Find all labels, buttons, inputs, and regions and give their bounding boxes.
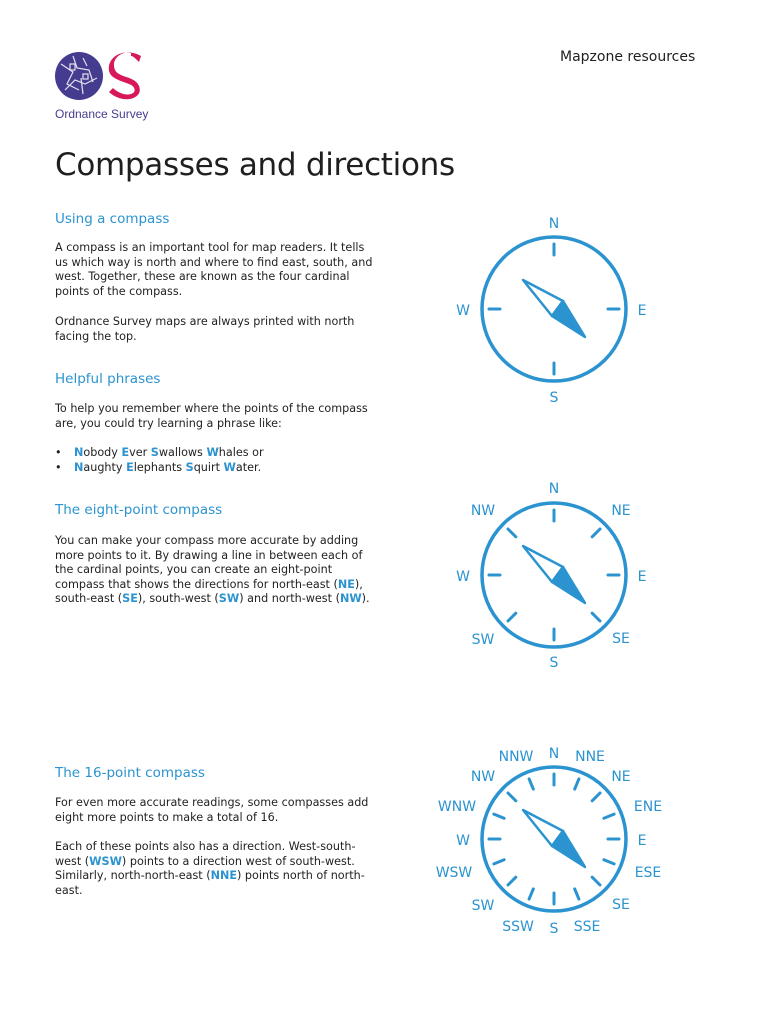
phrase-item [55,461,377,476]
compass-tick [604,860,614,864]
compass-tick [508,613,516,621]
using-paragraph-2: Ordnance Survey maps are always printed with north facing the top. [55,315,355,343]
four-point-compass-diagram [420,200,690,420]
label-w: W [456,833,470,849]
eight-point-compass-diagram [420,470,690,680]
label-n: N [548,746,560,762]
label-sw: SW [471,632,495,648]
sixteen-paragraph-1: For even more accurate readings, some compasses add eight more points to make a total of 16. [55,796,369,824]
label-w: W [456,303,470,319]
label-ne: NE [611,503,631,519]
label-wsw: WSW [435,865,473,881]
compass-tick [592,613,600,621]
label-n: N [548,481,560,497]
heading-eight-point-compass: The eight-point compass [55,502,223,518]
compass-needle [523,810,585,867]
label-nw: NW [470,769,496,785]
compass-tick [529,889,533,899]
heading-using-a-compass: Using a compass [55,211,170,227]
label-ssw: SSW [502,919,534,935]
highlight-letter: W [223,460,236,474]
text-segment: aughty [83,460,127,474]
compass-needle [523,280,585,337]
highlight-letter: S [185,460,194,474]
logo-text: Ordnance Survey [55,107,149,121]
text-segment: ater. [235,460,262,474]
text-segment: lephants [133,460,186,474]
sixteen-paragraph-2 [55,840,377,898]
phrase-item [55,446,377,461]
eight-point-paragraph [55,534,377,607]
label-nnw: NNW [498,749,534,765]
text-segment: ). [361,592,370,606]
phrase-list [55,446,377,475]
label-ene: ENE [633,799,663,815]
label-se: SE [612,897,630,913]
text-segment: obody [83,446,122,459]
compass-tick [592,793,600,801]
highlight-letter: E [126,460,134,474]
text-segment: ) points to a direction west of south-west. Similarly, north-north-east ( [55,854,355,883]
mapzone-resources-label: Mapzone resources [560,49,696,65]
label-e: E [637,569,647,585]
highlight-letter: E [121,446,130,459]
text-segment: ) and north-west ( [239,592,340,606]
page-title: Compasses and directions [55,147,455,183]
highlight-letter: WSW [89,854,122,868]
highlight-letter: N [74,446,84,459]
label-wnw: WNW [437,799,477,815]
label-w: W [456,569,470,585]
text-segment: hales or [218,446,264,459]
highlight-letter: S [150,446,159,459]
label-s: S [549,921,559,937]
highlight-letter: N [74,460,84,474]
label-e: E [637,303,647,319]
compass-tick [575,779,579,789]
text-segment: ), south-west ( [137,592,219,606]
compass-tick [494,860,504,864]
compass-tick [508,877,516,885]
heading-16-point-compass: The 16-point compass [55,765,205,781]
compass-tick [508,793,516,801]
label-nw: NW [470,503,496,519]
label-e: E [637,833,647,849]
compass-tick [604,814,614,818]
phrases-intro: To help you remember where the points of the compass are, you could try learning a phrase like: [55,402,368,430]
label-n: N [548,216,560,232]
highlight-letter: SE [122,592,138,606]
text-segment: wallows [158,446,207,459]
heading-helpful-phrases: Helpful phrases [55,371,161,387]
compass-tick [508,529,516,537]
compass-needle [523,546,585,603]
ordnance-survey-logo [53,50,149,106]
highlight-letter: NE [337,577,355,591]
compass-tick [575,889,579,899]
compass-tick [592,877,600,885]
highlight-letter: SW [218,592,240,606]
text-segment: ver [129,446,151,459]
label-ese: ESE [634,865,662,881]
text-segment: ), south-east ( [55,577,363,606]
label-s: S [549,390,559,406]
sixteen-point-compass-diagram [420,735,690,945]
compass-tick [529,779,533,789]
label-sw: SW [471,898,495,914]
text-segment: You can make your compass more accurate by adding more points to it. By drawing a line in between each of the cardinal points, you can create an eight-point compass that shows the directions for north-east ( [55,534,363,591]
text-segment: ) points north of north-east. [55,869,365,897]
label-s: S [549,655,559,671]
using-paragraph-1: A compass is an important tool for map readers. It tells us which way is north and where to find east, south, and west. Together, these are known as the four cardinal points of the compass. [55,241,373,298]
highlight-letter: NNE [210,869,237,883]
compass-tick [494,814,504,818]
text-segment: quirt [193,460,224,474]
highlight-letter: NW [339,592,362,606]
label-nne: NNE [575,749,605,765]
label-se: SE [612,631,630,647]
compass-tick [592,529,600,537]
label-ne: NE [611,769,631,785]
text-segment: Each of these points also has a direction. West-south-west ( [55,840,356,868]
highlight-letter: W [206,446,219,459]
label-sse: SSE [573,919,601,935]
